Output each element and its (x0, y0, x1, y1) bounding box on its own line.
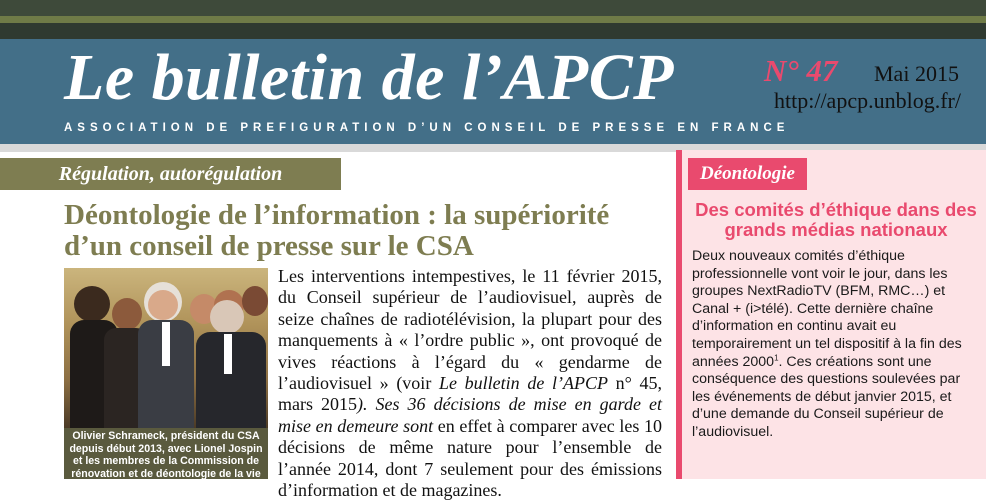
footnote-reference[interactable]: 1 (774, 352, 779, 362)
masthead (0, 39, 986, 144)
section-banner: Régulation, autorégulation (0, 158, 341, 190)
site-url-link[interactable]: http://apcp.unblog.fr/ (774, 88, 961, 113)
article-body-text: n° 45, mars 2015 (278, 373, 663, 415)
article-body-emphasis: Le bulletin de l’APCP (438, 373, 608, 394)
photo-caption: Olivier Schrameck, président du CSA depuis début 2013, avec Lionel Jospin et les membres de la Commission de rénovation et de déontologie de la vie publique (29 novembre 2012, Reuters) (64, 428, 268, 479)
photo-figure (74, 286, 110, 322)
photo-figure (242, 286, 268, 316)
issue-number: N° 47 (764, 53, 838, 88)
article-photo (64, 268, 268, 428)
sidebar-body-text: . Ces créations sont une conséquence des questions soulevées par les événements de début janvier 2015, et d’une demande du Conseil supérieur de l’audiovisuel. (692, 353, 961, 440)
photo-figure (112, 298, 142, 330)
sidebar-section-tag: Déontologie (688, 158, 807, 190)
issue-date: Mai 2015 (874, 61, 959, 86)
bulletin-title: Le bulletin de l’APCP (64, 41, 674, 114)
article-body (278, 266, 662, 501)
sidebar-body-text: Deux nouveaux comités d’éthique professionnelle vont voir le jour, dans les groupes NextRadioTV (BFM, RMC…) et Canal + (i>télé). Cette dernière chaîne d’information en continu avait eu temporairement un tel dispositif à la fin des années 2000 (692, 248, 962, 370)
sidebar-box (676, 150, 986, 479)
top-band-dark (0, 0, 986, 16)
article-body-text: en effet à comparer avec les 10 décisions de même nature pour l’ensemble de l’année 2014, dont 7 seulement pour des émissions d’information et de magazines. (278, 415, 662, 501)
top-band-dark-lower (0, 23, 986, 39)
article-body-text: Les interventions intempestives, le 11 février 2015, du Conseil supérieur de l’audiovisuel, auprès de seize chaînes de radiotélévision, la plupart pour des manquements à « l’ordre public », ont provoqué de vives réactions à l’égard du « gendarme de l’audiovisuel » (voir (278, 266, 662, 394)
article-headline: Déontologie de l’information : la supériorité d’un conseil de presse sur le CSA (64, 199, 610, 262)
article-body-emphasis: ). Ses 36 décisions de mise en garde et mise en demeure sont (278, 394, 662, 436)
photo-figure (224, 334, 232, 374)
association-tagline: ASSOCIATION DE PREFIGURATION D’UN CONSEIL DE PRESSE EN FRANCE (64, 122, 790, 134)
photo-figure (210, 300, 244, 334)
sidebar-body (692, 248, 964, 442)
sidebar-headline: Des comités d’éthique dans des grands médias nationaux (695, 199, 977, 240)
top-band-olive (0, 16, 986, 23)
photo-figure (162, 322, 170, 366)
photo-figure (148, 290, 178, 320)
